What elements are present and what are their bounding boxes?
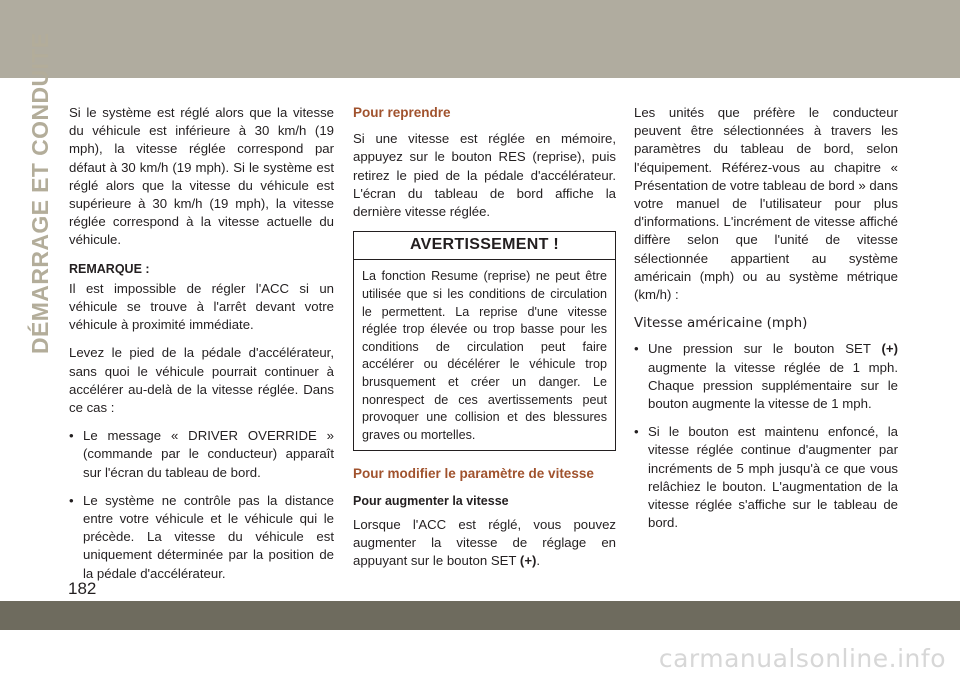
plus-symbol: (+) [881,341,898,357]
column-right [634,104,898,542]
section-heading: Pour modifier le paramètre de vitesse [353,466,594,482]
warning-text: La fonction Resume (reprise) ne peut être utilisée que si les conditions de circulation le permettent. La reprise d'une vitesse réglée trop élevée ou trop basse pour les conditions de circulation peut faire accélérer ou décélérer le véhicule trop brusquement et créer un danger. Le nonrespect de ces avertissements peut provoquer une collision et des blessures graves ou mortelles. [362,269,607,442]
list-item-text: Une pression sur le bouton SET [648,341,871,357]
paragraph-end: . [536,553,541,569]
header-band [0,0,960,78]
list-item: • Le système ne contrôle pas la distance entre votre véhicule et le véhicule qui le précède. La vitesse du véhicule est uniquement déterminée par la position de la pédale d'accélérateur. [69,492,334,583]
warning-title: AVERTISSEMENT ! [354,232,615,260]
plus-symbol: (+) [519,553,537,569]
paragraph: Si le système est réglé alors que la vitesse du véhicule est inférieure à 30 km/h (19 mph), la vitesse réglée correspond par défaut à 30 km/h (19 mph). Si le système est réglé alors que la vitesse du véhicule est supérieure à 30 km/h (19 mph), la vitesse réglée correspond à la vitesse actuelle du véhicule. [69,105,334,248]
paragraph: Les unités que préfère le conducteur peuvent être sélectionnées à travers les paramètres du tableau de bord, selon l'équipement. Référez-vous au chapitre « Présentation de votre tableau de bord » dans votre manuel de l'utilisateur pour plus d'informations. L'incrément de vitesse affiché diffère selon que l'unité de vitesse sélectionnée appartient au système américain (mph) ou au système métrique (km/h) : [634,105,898,303]
paragraph: Si une vitesse est réglée en mémoire, appuyez sur le bouton RES (reprise), puis retirez le pied de la pédale d'accélérateur. L'écran du tableau de bord affiche la dernière vitesse réglée. [353,131,616,220]
list-item [634,340,898,413]
watermark-bar [0,630,960,678]
paragraph [353,516,616,571]
section-heading: Vitesse américaine (mph) [634,315,808,332]
remark-title: REMARQUE : [69,261,150,276]
section-heading: Pour reprendre [353,105,451,120]
column-middle [353,104,616,580]
list-item: • Le message « DRIVER OVERRIDE » (commande par le conducteur) apparaît sur l'écran du tableau de bord. [69,427,334,482]
chapter-side-label [27,32,53,354]
page-number: 182 [68,579,97,598]
warning-box [353,231,616,451]
bullet-list [69,427,334,583]
list-item-text: augmente la vitesse réglée de 1 mph. Chaque pression supplémentaire sur le bouton augmente la vitesse de 1 mph. [648,359,898,412]
sub-heading: Pour augmenter la vitesse [353,493,509,508]
paragraph: Levez le pied de la pédale d'accélérateur, sans quoi le véhicule pourrait continuer à accélérer au-delà de la vitesse réglée. Dans ce cas : [69,345,334,416]
list-item: • Si le bouton est maintenu enfoncé, la vitesse réglée continue d'augmenter par incréments de 5 mph jusqu'à ce que vous relâchiez le bouton. L'augmentation de la vitesse réglée s'affiche sur le tableau de bord. [634,423,898,532]
paragraph-text: Lorsque l'ACC est réglé, vous pouvez augmenter la vitesse de réglage en appuyant sur le bouton SET [353,516,616,569]
remark-text: Il est impossible de régler l'ACC si un véhicule se trouve à l'arrêt devant votre véhicule à proximité immédiate. [69,280,334,333]
bullet-list [634,340,898,532]
chapter-title: DÉMARRAGE ET CONDUITE [27,32,53,354]
watermark-text: carmanualsonline.info [658,644,946,673]
column-left [69,104,334,593]
footer-band [0,601,960,630]
